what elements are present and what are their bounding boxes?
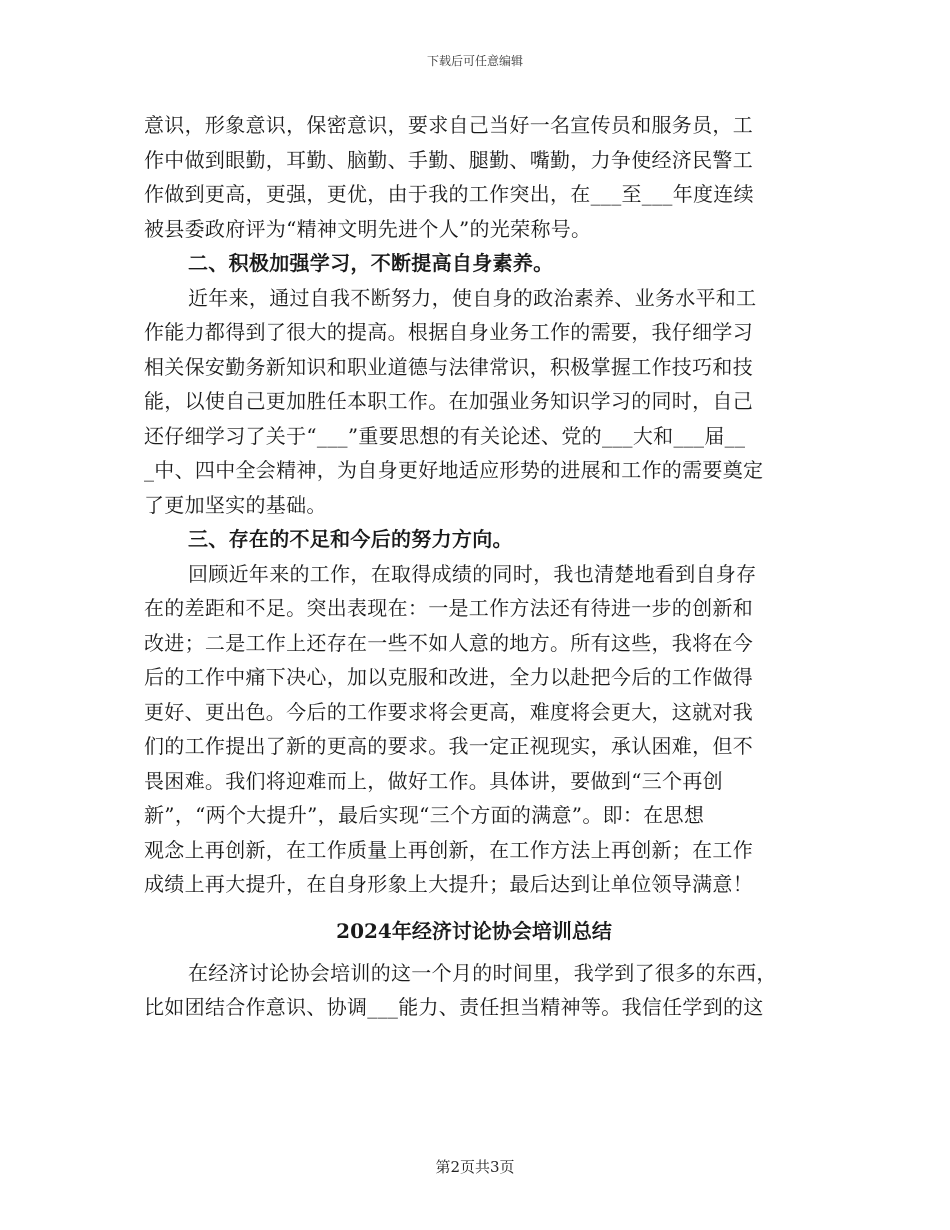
paragraph-line: 在经济讨论协会培训的这一个月的时间里，我学到了很多的东西，: [188, 960, 777, 985]
paragraph-line: 们的工作提出了新的更高的要求。我一定正视现实，承认困难，但不: [144, 734, 753, 758]
section-new-article: [144, 956, 804, 1025]
paragraph-line: 回顾近年来的工作，在取得成绩的同时，我也清楚地看到自身存: [188, 561, 757, 586]
page-number: 第2页共3页: [435, 1158, 515, 1176]
document-title: 2024年经济讨论协会培训总结: [336, 918, 612, 943]
paragraph-line: _中、四中全会精神，为自身更好地适应形势的进展和工作的需要奠定: [144, 458, 764, 482]
paragraph-line: 近年来，通过自我不断努力，使自身的政治素养、业务水平和工: [188, 285, 757, 310]
paragraph-line: 畏困难。我们将迎难而上，做好工作。具体讲，要做到“三个再创: [144, 768, 723, 793]
document-body: [144, 108, 804, 1025]
paragraph-line: 作做到更高，更强，更优，由于我的工作突出，在___至___年度连续: [144, 182, 754, 206]
paragraph-line: 新”，“两个大提升”，最后实现“三个方面的满意”。即：在思想: [144, 803, 705, 827]
header-note: 下载后可任意编辑: [426, 54, 523, 68]
paragraph-line: 改进；二是工作上还存在一些不如人意的地方。所有这些，我将在今: [144, 630, 753, 655]
paragraph-line: 还仔细学习了关于“___”重要思想的有关论述、党的___大和___届__: [144, 423, 746, 448]
section-heading: 三、存在的不足和今后的努力方向。: [188, 527, 513, 551]
paragraph-line: 被县委政府评为“精神文明先进个人”的光荣称号。: [144, 216, 592, 241]
paragraph-line: 能，以使自己更加胜任本职工作。在加强业务知识学习的同时，自己: [144, 389, 753, 413]
paragraph-line: 成绩上再大提升，在自身形象上大提升；最后达到让单位领导满意！: [144, 872, 753, 896]
paragraph-line: 在的差距和不足。突出表现在：一是工作方法还有待进一步的创新和: [144, 596, 753, 620]
paragraph-line: 相关保安勤务新知识和职业道德与法律常识，积极掌握工作技巧和技: [144, 354, 753, 379]
paragraph-line: 观念上再创新，在工作质量上再创新，在工作方法上再创新；在工作: [144, 837, 753, 862]
paragraph-line: 作中做到眼勤，耳勤、脑勤、手勤、腿勤、嘴勤，力争使经济民警工: [144, 147, 753, 172]
paragraph-line: 比如团结合作意识、协调___能力、责任担当精神等。我信任学到的这: [144, 995, 764, 1019]
paragraph-line: 作能力都得到了很大的提高。根据自身业务工作的需要，我仔细学习: [144, 320, 753, 344]
paragraph-line: 了更加坚实的基础。: [144, 492, 327, 517]
section-heading: 二、积极加强学习，不断提高自身素养。: [188, 251, 554, 275]
paragraph-line: 意识，形象意识，保密意识，要求自己当好一名宣传员和服务员，工: [144, 113, 753, 137]
paragraph-line: 更好、更出色。今后的工作要求将会更高，难度将会更大，这就对我: [144, 699, 753, 724]
paragraph-line: 后的工作中痛下决心，加以克服和改进，全力以赴把今后的工作做得: [144, 665, 753, 689]
section-continuation: [144, 108, 804, 902]
